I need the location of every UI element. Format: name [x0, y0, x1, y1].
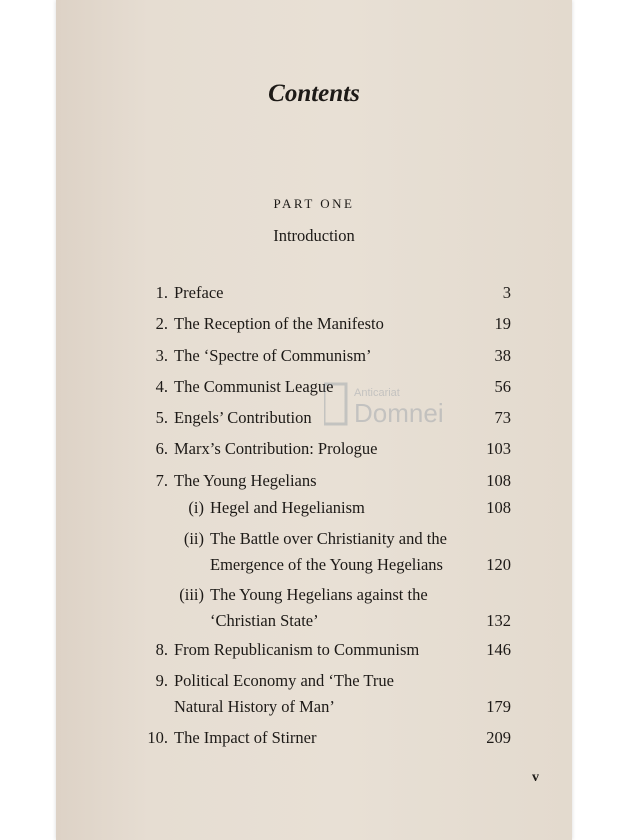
part-heading: PART ONE: [273, 196, 355, 211]
section-heading: Introduction: [273, 226, 355, 245]
subentry-number: (ii): [183, 529, 204, 548]
entry-page: 108: [486, 471, 511, 490]
entry-page: 56: [494, 377, 511, 396]
entry-number: 7.: [155, 471, 168, 490]
entry-page: 209: [486, 728, 511, 747]
subentry-page: 108: [486, 498, 511, 517]
entry-label: Marx’s Contribution: Prologue: [174, 439, 378, 458]
toc-entry[interactable]: [140, 637, 511, 663]
entry-page: 73: [494, 408, 511, 427]
entry-page: 38: [494, 346, 511, 365]
page-folio: v: [532, 770, 539, 785]
entry-label: The Young Hegelians: [174, 471, 317, 490]
subentry-page: 132: [486, 611, 511, 630]
entry-number: 8.: [155, 640, 168, 659]
entry-number: 9.: [155, 671, 168, 690]
entry-number: 5.: [155, 408, 168, 427]
toc-entry[interactable]: [140, 468, 511, 494]
entry-number: 1.: [155, 283, 168, 302]
entry-number: 4.: [155, 377, 168, 396]
book-page: [56, 0, 572, 840]
toc-entry[interactable]: [140, 311, 511, 337]
subentry-label-line2: Emergence of the Young Hegelians: [210, 555, 443, 574]
entry-label-line2: Natural History of Man’: [174, 697, 335, 716]
toc-entry[interactable]: [140, 405, 511, 431]
entry-label: The ‘Spectre of Communism’: [174, 346, 372, 365]
entry-label: Preface: [174, 283, 224, 302]
toc-subentry[interactable]: [174, 582, 511, 634]
toc-entry[interactable]: [140, 374, 511, 400]
entry-label: The Communist League: [174, 377, 334, 396]
entry-number: 6.: [155, 439, 168, 458]
entry-number: 3.: [155, 346, 168, 365]
subentry-label-line1: The Battle over Christianity and the: [210, 529, 447, 548]
entry-label: The Reception of the Manifesto: [174, 314, 384, 333]
entry-label: From Republicanism to Communism: [174, 640, 420, 659]
subentry-page: 120: [486, 555, 511, 574]
subentry-number: (i): [188, 498, 204, 517]
entry-label: The Impact of Stirner: [174, 728, 317, 747]
subentry-label-line1: The Young Hegelians against the: [210, 585, 428, 604]
subentry-number: (iii): [179, 585, 204, 604]
entry-label-line1: Political Economy and ‘The True: [174, 671, 394, 690]
entry-label: Engels’ Contribution: [174, 408, 312, 427]
toc-entry[interactable]: [140, 280, 511, 306]
svg-text:Domnei: Domnei: [354, 398, 444, 428]
entry-page: 179: [486, 697, 511, 716]
entry-page: 103: [486, 439, 511, 458]
toc-entry[interactable]: [140, 343, 511, 369]
entry-page: 146: [486, 640, 511, 659]
subentry-label-line2: ‘Christian State’: [210, 611, 319, 630]
entry-number: 2.: [155, 314, 168, 333]
svg-text:Anticariat: Anticariat: [354, 387, 400, 399]
toc-entry[interactable]: [140, 725, 511, 751]
toc-subentry[interactable]: [174, 526, 511, 578]
subentry-label: Hegel and Hegelianism: [210, 498, 365, 517]
toc-subentry[interactable]: [174, 495, 511, 521]
toc-entry[interactable]: [140, 668, 511, 720]
entry-page: 19: [494, 314, 511, 333]
entry-number: 10.: [147, 728, 168, 747]
entry-page: 3: [502, 283, 511, 302]
contents-title: Contents: [268, 80, 360, 107]
toc-entry[interactable]: [140, 436, 511, 462]
